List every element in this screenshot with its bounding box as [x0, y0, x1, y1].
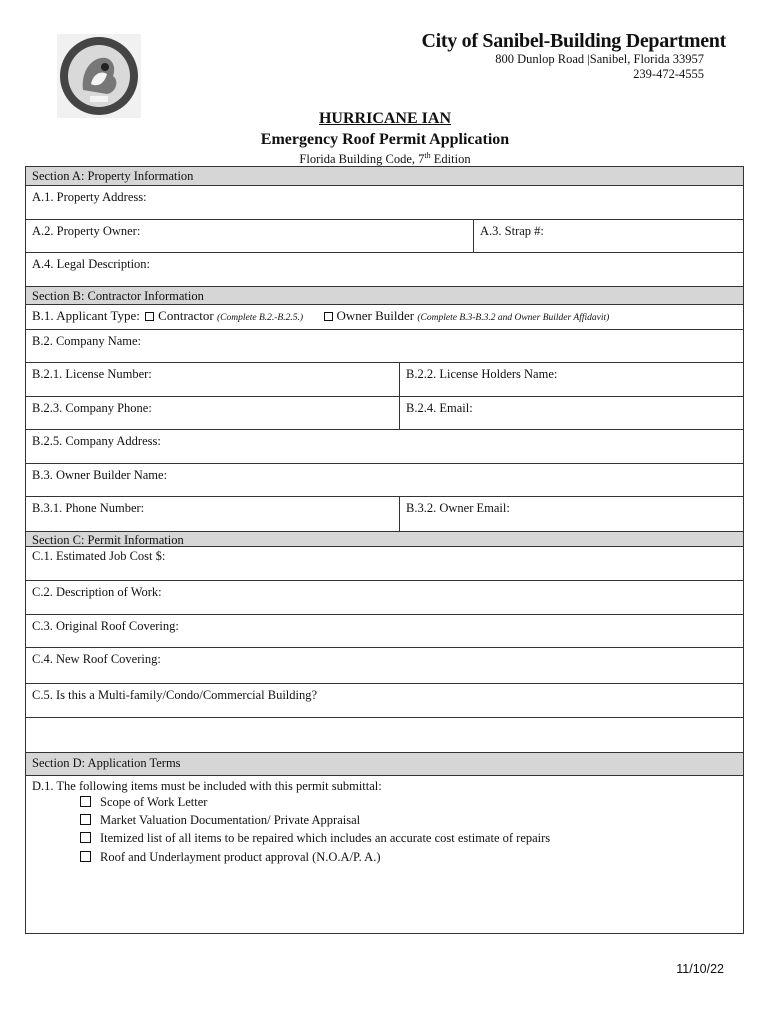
permit-form: [25, 166, 744, 934]
row-owner-strap: [26, 220, 743, 253]
field-owner-phone[interactable]: B.3.1. Phone Number:: [32, 501, 145, 515]
required-item-checkbox[interactable]: [80, 814, 91, 825]
field-company-email[interactable]: B.2.4. Email:: [399, 397, 743, 429]
section-c-heading: Section C: Permit Information: [26, 531, 743, 547]
row-license: [26, 363, 743, 397]
field-new-roof-covering[interactable]: C.4. New Roof Covering:: [26, 648, 743, 684]
required-item: Roof and Underlayment product approval (N.O.A/P. A.): [78, 851, 381, 864]
section-a-heading: Section A: Property Information: [26, 167, 743, 186]
required-item-checkbox[interactable]: [80, 796, 91, 807]
form-title-event: HURRICANE IAN: [318, 110, 451, 127]
field-strap-number[interactable]: A.3. Strap #:: [473, 220, 743, 252]
field-estimated-job-cost[interactable]: C.1. Estimated Job Cost $:: [26, 547, 743, 581]
terms-instruction: D.1. The following items must be included with this permit submittal:: [32, 779, 382, 793]
required-item: Itemized list of all items to be repaired which includes an accurate cost estimate of repairs: [78, 832, 550, 845]
required-item: Market Valuation Documentation/ Private Appraisal: [78, 814, 360, 827]
department-name: City of Sanibel-Building Department: [421, 30, 726, 52]
field-license-number[interactable]: B.2.1. License Number:: [32, 367, 152, 381]
city-seal-logo: [57, 34, 141, 118]
required-item-checkbox[interactable]: [80, 851, 91, 862]
required-item: Scope of Work Letter: [78, 796, 207, 809]
section-d-heading: Section D: Application Terms: [26, 752, 743, 776]
field-owner-email[interactable]: B.3.2. Owner Email:: [399, 497, 743, 531]
field-description-of-work[interactable]: C.2. Description of Work:: [26, 581, 743, 615]
field-company-address[interactable]: B.2.5. Company Address:: [26, 430, 743, 464]
revision-date: 11/10/22: [676, 962, 724, 976]
field-property-address[interactable]: A.1. Property Address:: [26, 186, 743, 220]
row-owner-contact: [26, 497, 743, 531]
row-company-contact: [26, 397, 743, 430]
field-legal-description[interactable]: A.4. Legal Description:: [32, 257, 151, 271]
owner-builder-checkbox[interactable]: [324, 312, 333, 321]
department-address: 800 Dunlop Road |Sanibel, Florida 33957: [495, 52, 704, 66]
field-property-owner[interactable]: A.2. Property Owner:: [32, 224, 141, 238]
required-item-checkbox[interactable]: [80, 832, 91, 843]
section-b-heading: Section B: Contractor Information: [26, 286, 743, 305]
field-company-phone[interactable]: B.2.3. Company Phone:: [32, 401, 152, 415]
field-blank[interactable]: [26, 718, 743, 752]
field-license-holders-name[interactable]: B.2.2. License Holders Name:: [399, 363, 743, 396]
form-code-edition: Florida Building Code, 7th Edition: [299, 151, 471, 167]
field-owner-builder-name[interactable]: B.3. Owner Builder Name:: [26, 464, 743, 497]
row-applicant-type: B.1. Applicant Type: Contractor (Complete B.2.-B.2.5.) Owner Builder (Complete B.3-B.3.2 and Owner Builder Affidavit): [26, 305, 743, 330]
contractor-checkbox[interactable]: [145, 312, 154, 321]
field-company-name[interactable]: B.2. Company Name:: [26, 330, 743, 363]
department-phone: 239-472-4555: [633, 67, 704, 81]
field-multifamily-building[interactable]: C.5. Is this a Multi-family/Condo/Commercial Building?: [26, 684, 743, 718]
form-title: Emergency Roof Permit Application: [260, 131, 510, 148]
field-original-roof-covering[interactable]: C.3. Original Roof Covering:: [26, 615, 743, 648]
application-terms: [26, 776, 743, 933]
